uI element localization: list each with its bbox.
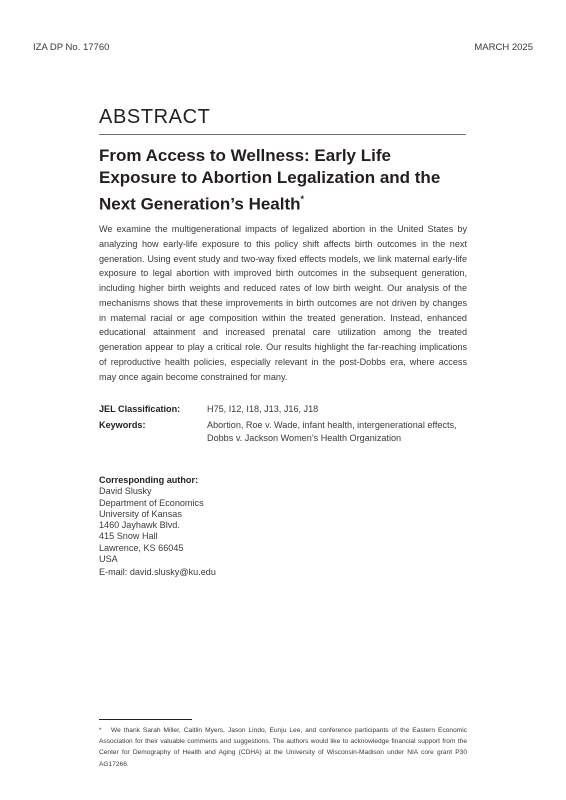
abstract-text: We examine the multigenerational impacts of legalized abortion in the United States by analyzing how early-life exposure to this policy shift affects birth outcomes in the next generation. Using event study and two-way fixed effects models, we link maternal early-life exposure to legal abortion with improved birth outcomes in the subsequent generation, including higher birth weights and reduced rates of low birth weight. Our analysis of the mechanisms shows that these improvements in birth outcomes are not driven by changes in maternal racial or age composition within the treated generation. Instead, enhanced educational attainment and increased prenatal care utilization among the treated generation appear to play a critical role. Our results highlight the far-reaching implications of reproductive health policies, especially relevant in the post-Dobbs era, where access may once again become constrained for many. <box>99 224 467 382</box>
abstract-heading: ABSTRACT <box>99 106 211 128</box>
corresponding-author-label: Corresponding author: <box>99 475 199 485</box>
author-building: 415 Snow Hall <box>99 531 158 542</box>
footnote-text: We thank Sarah Miller, Caitlin Myers, Jason Lindo, Eunju Lee, and conference participants of the Eastern Economic Association for their valuable comments and suggestions. The authors would like to acknowledge financial support from the Center for Demography of Health and Aging (CDHA) at the University of Wisconsin-Madison under NIA core grant P30 AG17266. <box>99 727 467 768</box>
author-street: 1460 Jayhawk Blvd. <box>99 520 180 531</box>
corresponding-author <box>99 475 399 579</box>
author-name: David Slusky <box>99 486 152 497</box>
footnote <box>99 725 467 770</box>
keywords-line-1: Abortion, Roe v. Wade, infant health, intergenerational effects, <box>207 420 457 430</box>
keywords-value <box>207 419 469 445</box>
footnote-divider <box>99 719 192 720</box>
keywords-line-2: Dobbs v. Jackson Women’s Health Organization <box>207 433 402 443</box>
paper-title <box>99 145 471 216</box>
title-footnote-marker: * <box>300 194 305 204</box>
publication-date: MARCH 2025 <box>474 42 533 53</box>
jel-classification <box>99 403 469 417</box>
heading-divider <box>99 134 466 135</box>
paper-number: IZA DP No. 17760 <box>33 42 110 53</box>
author-department: Department of Economics <box>99 497 204 508</box>
author-email: E-mail: david.slusky@ku.edu <box>99 567 216 578</box>
author-university: University of Kansas <box>99 508 182 519</box>
paper-title-text: From Access to Wellness: Early Life Exposure to Abortion Legalization and the Next Generation’s Health <box>99 146 441 214</box>
footnote-marker: * <box>99 727 102 734</box>
jel-codes: H75, I12, I18, J13, J16, J18 <box>207 404 319 414</box>
jel-label: JEL Classification: <box>99 404 181 414</box>
author-country: USA <box>99 554 118 565</box>
author-city: Lawrence, KS 66045 <box>99 542 184 553</box>
keywords <box>99 419 469 447</box>
keywords-label: Keywords: <box>99 420 146 430</box>
